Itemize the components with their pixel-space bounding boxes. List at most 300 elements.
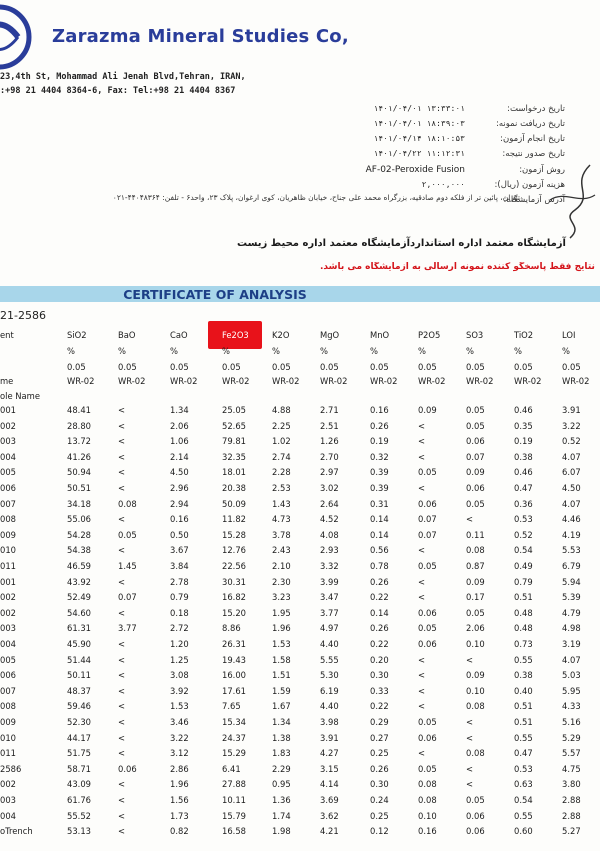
table-cell: 4.27 [320, 748, 339, 758]
table-cell: 2.88 [562, 811, 581, 821]
table-cell: 0.53 [514, 764, 533, 774]
test-method-label: روش آزمون: [519, 165, 565, 175]
table-cell: 0.18 [170, 608, 189, 618]
sample-received-value: ۱۴۰۱/۰۴/۰۱ ۱۸:۳۹:۰۳ [373, 119, 465, 128]
table-cell: 0.05 [418, 764, 437, 774]
table-cell: 3.47 [320, 592, 339, 602]
table-cell: 0.52 [562, 436, 581, 446]
table-cell: 4.14 [320, 779, 339, 789]
table-cell: 0.06 [466, 811, 485, 821]
sample-id: 003 [0, 795, 16, 805]
table-cell: < [466, 514, 474, 524]
table-cell: 0.07 [118, 592, 137, 602]
table-cell: 3.84 [170, 561, 189, 571]
table-cell: 0.50 [170, 530, 189, 540]
table-cell: 3.23 [272, 592, 291, 602]
table-cell: 0.08 [466, 748, 485, 758]
table-cell: 2.53 [272, 483, 291, 493]
table-cell: 0.48 [514, 608, 533, 618]
table-cell: 3.92 [170, 686, 189, 696]
method-cell: WR-02 [170, 376, 198, 386]
sample-id: 008 [0, 514, 16, 524]
table-cell: 3.67 [170, 545, 189, 555]
signature-icon [540, 160, 600, 240]
lab-address-label: آدرس آزمایشگاه: [503, 195, 565, 205]
sample-id: 006 [0, 670, 16, 680]
table-cell: 0.26 [370, 421, 389, 431]
environment-lab-label: آزمایشگاه معتمد اداره محیط زیست [237, 238, 410, 249]
table-cell: 3.15 [320, 764, 339, 774]
column-header: MnO [370, 330, 390, 340]
table-cell: 1.74 [272, 811, 291, 821]
method-cell: WR-02 [118, 376, 146, 386]
table-cell: 1.59 [272, 686, 291, 696]
table-cell: 0.19 [514, 436, 533, 446]
column-header: P2O5 [418, 330, 441, 340]
table-cell: 0.55 [514, 733, 533, 743]
table-cell: < [118, 670, 126, 680]
table-cell: < [118, 701, 126, 711]
table-cell: 0.07 [418, 530, 437, 540]
table-cell: 0.82 [170, 826, 189, 836]
table-cell: 5.94 [562, 577, 581, 587]
table-cell: < [466, 733, 474, 743]
table-cell: 4.40 [320, 701, 339, 711]
table-cell: < [118, 795, 126, 805]
table-cell: 6.41 [222, 764, 241, 774]
table-cell: 0.19 [370, 436, 389, 446]
sample-id: 010 [0, 545, 16, 555]
table-cell: 4.75 [562, 764, 581, 774]
table-cell: 1.58 [272, 655, 291, 665]
table-cell: 0.33 [370, 686, 389, 696]
table-cell: 0.08 [418, 779, 437, 789]
table-cell: < [118, 733, 126, 743]
table-cell: < [418, 421, 426, 431]
table-cell: 79.81 [222, 436, 246, 446]
table-cell: 0.14 [370, 514, 389, 524]
method-cell: WR-02 [562, 376, 590, 386]
table-cell: 1.26 [320, 436, 339, 446]
table-cell: 0.17 [466, 592, 485, 602]
sample-id: 009 [0, 530, 16, 540]
disclaimer-text: نتایج فقط پاسخگو کننده نمونه ارسالی به آزمایشگاه می باشد. [320, 262, 595, 272]
detection-limit-cell: 0.05 [67, 362, 86, 372]
table-cell: < [466, 717, 474, 727]
detection-limit-cell: 0.05 [418, 362, 437, 372]
table-cell: 2.10 [272, 561, 291, 571]
table-cell: < [118, 452, 126, 462]
table-cell: 0.14 [370, 608, 389, 618]
table-cell: 0.26 [370, 577, 389, 587]
method-cell: WR-02 [67, 376, 95, 386]
sample-id: 011 [0, 748, 16, 758]
table-cell: 45.90 [67, 639, 91, 649]
sample-id: 002 [0, 779, 16, 789]
table-cell: 0.54 [514, 795, 533, 805]
table-cell: 61.76 [67, 795, 91, 805]
detection-limit-cell: 0.05 [272, 362, 291, 372]
table-cell: 16.82 [222, 592, 246, 602]
table-cell: 1.96 [170, 779, 189, 789]
table-cell: 2.71 [320, 405, 339, 415]
table-cell: 1.95 [272, 608, 291, 618]
table-cell: 0.05 [418, 561, 437, 571]
table-cell: < [118, 405, 126, 415]
table-cell: 4.33 [562, 701, 581, 711]
table-cell: 0.87 [466, 561, 485, 571]
table-cell: 4.98 [562, 623, 581, 633]
table-cell: 0.16 [418, 826, 437, 836]
table-cell: 0.05 [466, 421, 485, 431]
table-cell: 3.78 [272, 530, 291, 540]
sample-id: 010 [0, 733, 16, 743]
table-cell: < [418, 701, 426, 711]
report-number: 21-2586 [0, 309, 46, 322]
table-cell: 2.51 [320, 421, 339, 431]
table-cell: 2.96 [170, 483, 189, 493]
table-cell: < [466, 764, 474, 774]
table-cell: 32.35 [222, 452, 246, 462]
table-cell: 0.05 [466, 499, 485, 509]
table-cell: 8.86 [222, 623, 241, 633]
table-cell: 0.55 [514, 811, 533, 821]
detection-limit-cell: 0.05 [466, 362, 485, 372]
table-cell: < [466, 779, 474, 789]
unit-cell: % [514, 346, 522, 356]
table-cell: 1.06 [170, 436, 189, 446]
column-header: TiO2 [514, 330, 534, 340]
table-cell: 5.16 [562, 717, 581, 727]
detection-limit-cell: 0.05 [320, 362, 339, 372]
sample-received-row [0, 119, 600, 131]
table-cell: 27.88 [222, 779, 246, 789]
table-cell: 15.79 [222, 811, 246, 821]
table-cell: < [418, 452, 426, 462]
table-cell: 16.58 [222, 826, 246, 836]
table-cell: 48.37 [67, 686, 91, 696]
lab-address-text: تهران، پائین تر از فلکه دوم صادقیه، بزرگراه محمد علی جناح، خیابان ظاهریان، کوی ارغوان، پلاک ۲۳، واحد۶ - تلفن: ۴۴۰۴۸۳۶۴-۰۲۱ [112, 193, 520, 202]
sample-id: 008 [0, 701, 16, 711]
table-cell: < [418, 655, 426, 665]
table-cell: 0.06 [418, 733, 437, 743]
table-cell: 0.08 [466, 701, 485, 711]
table-cell: 1.96 [272, 623, 291, 633]
table-cell: < [418, 686, 426, 696]
unit-cell: % [418, 346, 426, 356]
table-cell: 2.25 [272, 421, 291, 431]
unit-cell: % [118, 346, 126, 356]
table-cell: 5.55 [320, 655, 339, 665]
table-cell: < [118, 639, 126, 649]
table-cell: 0.05 [466, 795, 485, 805]
table-cell: 10.11 [222, 795, 246, 805]
table-cell: < [118, 608, 126, 618]
table-cell: 0.06 [466, 826, 485, 836]
table-cell: < [118, 545, 126, 555]
table-cell: 3.08 [170, 670, 189, 680]
table-cell: 2.78 [170, 577, 189, 587]
table-cell: 0.09 [466, 670, 485, 680]
test-cost-value: ۲,۰۰۰,۰۰۰ [421, 180, 465, 189]
table-cell: 6.79 [562, 561, 581, 571]
method-cell: WR-02 [418, 376, 446, 386]
table-cell: 13.72 [67, 436, 91, 446]
table-cell: 3.02 [320, 483, 339, 493]
standard-lab-label: آزمایشگاه معتمد اداره استاندارد [410, 238, 566, 249]
table-cell: 0.40 [514, 686, 533, 696]
table-cell: 2.64 [320, 499, 339, 509]
method-cell: WR-02 [514, 376, 542, 386]
table-cell: 2.43 [272, 545, 291, 555]
table-cell: 3.69 [320, 795, 339, 805]
unit-cell: % [272, 346, 280, 356]
table-cell: 1.25 [170, 655, 189, 665]
table-cell: 5.95 [562, 686, 581, 696]
detection-limit-cell: 0.05 [170, 362, 189, 372]
detection-limit-cell: 0.05 [370, 362, 389, 372]
table-cell: 0.46 [514, 467, 533, 477]
table-cell: 44.17 [67, 733, 91, 743]
test-method-row [0, 165, 600, 177]
table-cell: 3.32 [320, 561, 339, 571]
sample-id: 003 [0, 436, 16, 446]
table-cell: 0.07 [418, 514, 437, 524]
sample-received-label: تاریخ دریافت نمونه: [495, 119, 565, 129]
table-cell: 48.41 [67, 405, 91, 415]
sample-id: 002 [0, 608, 16, 618]
table-cell: 4.46 [562, 514, 581, 524]
table-cell: 2.74 [272, 452, 291, 462]
table-cell: 17.61 [222, 686, 246, 696]
table-cell: 4.07 [562, 499, 581, 509]
request-date-row [0, 104, 600, 116]
method-cell: WR-02 [370, 376, 398, 386]
table-cell: 3.99 [320, 577, 339, 587]
table-cell: 1.34 [170, 405, 189, 415]
table-cell: < [418, 592, 426, 602]
test-date-value: ۱۴۰۱/۰۴/۱۴ ۱۸:۱۰:۵۳ [373, 134, 465, 143]
column-header: SO3 [466, 330, 484, 340]
unit-cell: % [320, 346, 328, 356]
table-cell: 2.97 [320, 467, 339, 477]
table-cell: 0.60 [514, 826, 533, 836]
table-cell: 52.65 [222, 421, 246, 431]
table-cell: 0.12 [370, 826, 389, 836]
table-cell: 12.76 [222, 545, 246, 555]
table-cell: 0.51 [514, 701, 533, 711]
table-cell: 0.48 [514, 623, 533, 633]
table-cell: 7.65 [222, 701, 241, 711]
table-cell: 24.37 [222, 733, 246, 743]
table-cell: 1.83 [272, 748, 291, 758]
table-cell: 4.21 [320, 826, 339, 836]
sample-id: 004 [0, 811, 16, 821]
column-header: K2O [272, 330, 290, 340]
table-cell: 50.51 [67, 483, 91, 493]
table-cell: 0.08 [118, 499, 137, 509]
sample-id: 005 [0, 467, 16, 477]
table-cell: 15.20 [222, 608, 246, 618]
table-cell: 51.75 [67, 748, 91, 758]
result-date-label: تاریخ صدور نتیجه: [502, 149, 565, 159]
table-cell: 25.05 [222, 405, 246, 415]
sample-id: 002 [0, 592, 16, 602]
table-cell: 1.45 [118, 561, 137, 571]
table-cell: 2.06 [170, 421, 189, 431]
table-cell: 2.93 [320, 545, 339, 555]
company-logo-icon [0, 4, 32, 70]
table-cell: 0.16 [170, 514, 189, 524]
table-cell: < [118, 483, 126, 493]
table-cell: 1.51 [272, 670, 291, 680]
table-cell: < [118, 467, 126, 477]
table-cell: 0.54 [514, 545, 533, 555]
table-cell: 16.00 [222, 670, 246, 680]
table-cell: < [418, 483, 426, 493]
request-date-label: تاریخ درخواست: [507, 104, 565, 114]
table-cell: 0.95 [272, 779, 291, 789]
table-cell: 2.30 [272, 577, 291, 587]
table-cell: 54.38 [67, 545, 91, 555]
detection-limit-cell: 0.05 [514, 362, 533, 372]
table-cell: 0.05 [418, 467, 437, 477]
test-date-label: تاریخ انجام آزمون: [500, 134, 565, 144]
table-cell: 0.79 [514, 577, 533, 587]
table-cell: 0.06 [118, 764, 137, 774]
table-cell: 5.57 [562, 748, 581, 758]
table-cell: < [118, 717, 126, 727]
table-cell: 0.10 [466, 686, 485, 696]
table-cell: 1.36 [272, 795, 291, 805]
table-cell: 0.46 [514, 405, 533, 415]
table-cell: 0.10 [466, 639, 485, 649]
sample-id: 005 [0, 655, 16, 665]
company-phone: :+98 21 4404 8364-6, Fax: Tel:+98 21 4404 8367 [0, 86, 236, 96]
table-cell: 0.06 [466, 436, 485, 446]
table-cell: 51.44 [67, 655, 91, 665]
table-cell: < [118, 436, 126, 446]
table-cell: < [418, 670, 426, 680]
table-cell: 0.05 [118, 530, 137, 540]
sample-id: 004 [0, 452, 16, 462]
table-cell: 52.49 [67, 592, 91, 602]
table-cell: 5.39 [562, 592, 581, 602]
table-cell: 46.59 [67, 561, 91, 571]
unit-cell: % [170, 346, 178, 356]
row-label: ent [0, 330, 14, 340]
table-cell: 0.16 [370, 405, 389, 415]
method-cell: WR-02 [320, 376, 348, 386]
table-cell: 52.30 [67, 717, 91, 727]
table-cell: 0.11 [466, 530, 485, 540]
table-cell: 0.09 [466, 467, 485, 477]
table-cell: 0.38 [514, 670, 533, 680]
table-cell: 0.55 [514, 655, 533, 665]
detection-limit-cell: 0.05 [222, 362, 241, 372]
table-cell: 0.26 [370, 764, 389, 774]
table-cell: 0.29 [370, 717, 389, 727]
table-cell: 20.38 [222, 483, 246, 493]
table-cell: 4.50 [562, 483, 581, 493]
table-cell: 0.47 [514, 483, 533, 493]
table-cell: 0.10 [418, 811, 437, 821]
unit-cell: % [222, 346, 230, 356]
table-cell: 0.51 [514, 592, 533, 602]
table-cell: 0.06 [418, 499, 437, 509]
table-cell: < [118, 686, 126, 696]
table-cell: 4.07 [562, 452, 581, 462]
table-cell: 0.79 [170, 592, 189, 602]
table-cell: 2.28 [272, 467, 291, 477]
detection-limit-cell: 0.05 [118, 362, 137, 372]
table-cell: < [118, 577, 126, 587]
table-cell: 3.91 [320, 733, 339, 743]
table-cell: 0.05 [466, 608, 485, 618]
table-cell: 43.92 [67, 577, 91, 587]
table-cell: 4.97 [320, 623, 339, 633]
table-cell: 0.25 [370, 811, 389, 821]
table-cell: 0.32 [370, 452, 389, 462]
table-cell: 0.30 [370, 670, 389, 680]
table-cell: 2.06 [466, 623, 485, 633]
table-cell: 5.53 [562, 545, 581, 555]
method-cell: WR-02 [222, 376, 250, 386]
table-cell: 0.20 [370, 655, 389, 665]
table-cell: 4.73 [272, 514, 291, 524]
table-cell: 15.28 [222, 530, 246, 540]
table-cell: 3.12 [170, 748, 189, 758]
table-cell: < [118, 811, 126, 821]
table-cell: 34.18 [67, 499, 91, 509]
table-cell: 3.91 [562, 405, 581, 415]
method-cell: WR-02 [466, 376, 494, 386]
column-header: Fe2O3 [222, 330, 249, 340]
table-cell: 0.26 [370, 623, 389, 633]
table-cell: 53.13 [67, 826, 91, 836]
table-cell: 0.09 [418, 405, 437, 415]
table-cell: 2.70 [320, 452, 339, 462]
table-cell: 0.31 [370, 499, 389, 509]
table-cell: 4.79 [562, 608, 581, 618]
table-cell: 0.51 [514, 717, 533, 727]
table-cell: 50.94 [67, 467, 91, 477]
table-cell: 0.39 [370, 467, 389, 477]
table-cell: 26.31 [222, 639, 246, 649]
table-cell: 0.73 [514, 639, 533, 649]
method-cell: WR-02 [272, 376, 300, 386]
table-cell: 0.08 [418, 795, 437, 805]
test-method-value: AF-02-Peroxide Fusion [365, 165, 465, 175]
table-cell: 54.28 [67, 530, 91, 540]
table-cell: 5.27 [562, 826, 581, 836]
sample-id: 004 [0, 639, 16, 649]
table-cell: < [418, 577, 426, 587]
table-cell: 50.11 [67, 670, 91, 680]
table-cell: 1.38 [272, 733, 291, 743]
test-cost-row [0, 180, 600, 192]
table-cell: < [418, 748, 426, 758]
detection-limit-cell: 0.05 [562, 362, 581, 372]
table-cell: 15.29 [222, 748, 246, 758]
table-cell: 3.22 [562, 421, 581, 431]
sample-id: 011 [0, 561, 16, 571]
table-cell: 1.53 [272, 639, 291, 649]
table-cell: < [118, 655, 126, 665]
test-cost-label: هزینه آزمون (ریال): [494, 180, 565, 190]
sample-id: 001 [0, 577, 16, 587]
table-cell: 5.30 [320, 670, 339, 680]
